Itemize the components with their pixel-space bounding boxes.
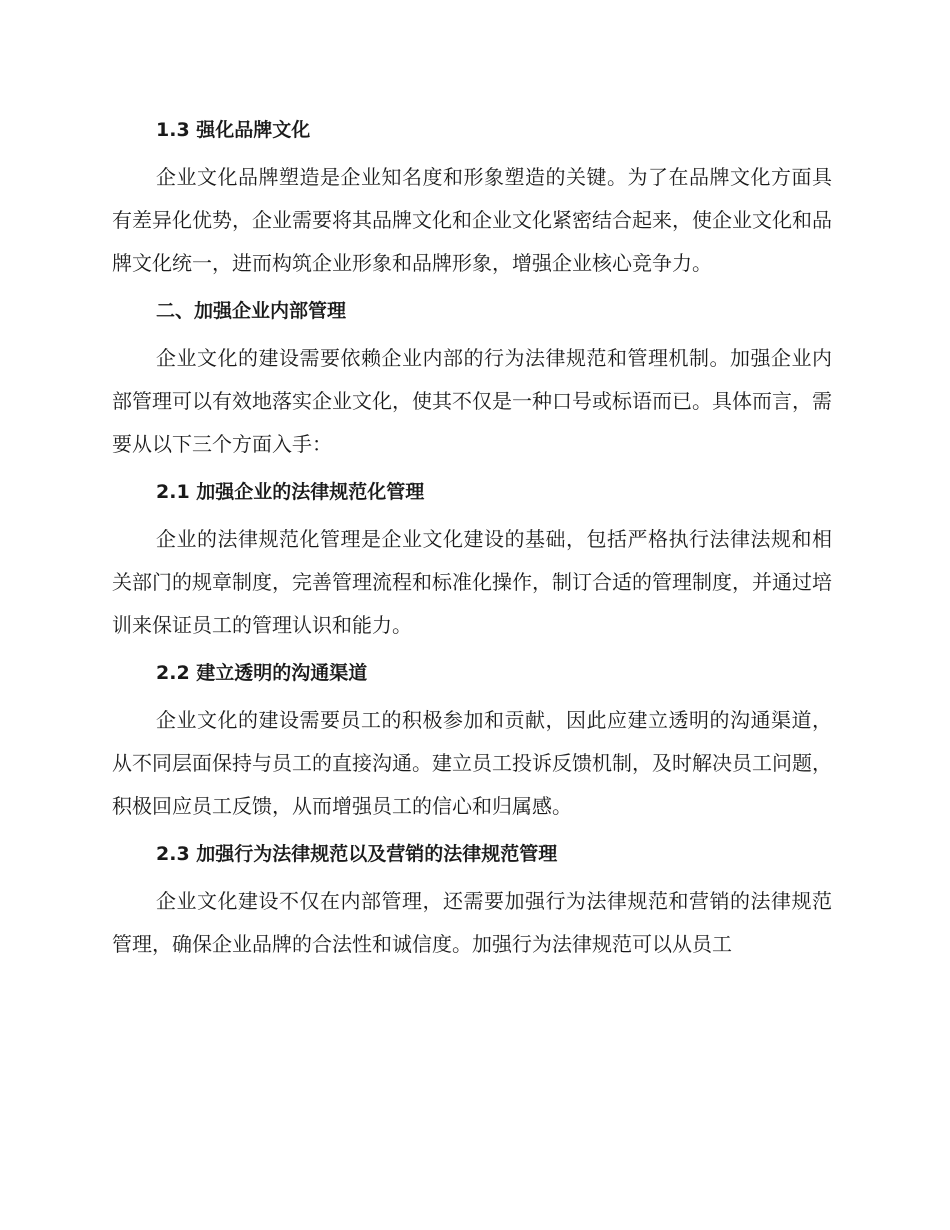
section-heading-2-2: 2.2 建立透明的沟通渠道 bbox=[156, 662, 368, 684]
section-paragraph-2-1: 企业的法律规范化管理是企业文化建设的基础，包括严格执行法律法规和相关部门的规章制度，完善管理流程和标准化操作，制订合适的管理制度，并通过培训来保证员工的管理认识和能力。 bbox=[112, 527, 832, 637]
section-paragraph-2-2: 企业文化的建设需要员工的积极参加和贡献，因此应建立透明的沟通渠道，从不同层面保持与员工的直接沟通。建立员工投诉反馈机制，及时解决员工问题，积极回应员工反馈，从而增强员工的信心和归属感。 bbox=[112, 708, 832, 818]
section-paragraph-2-3: 企业文化建设不仅在内部管理，还需要加强行为法律规范和营销的法律规范管理，确保企业品牌的合法性和诚信度。加强行为法律规范可以从员工 bbox=[112, 889, 832, 956]
section-heading-2: 二、加强企业内部管理 bbox=[156, 300, 347, 322]
section-paragraph-1-3: 企业文化品牌塑造是企业知名度和形象塑造的关键。为了在品牌文化方面具有差异化优势，企业需要将其品牌文化和企业文化紧密结合起来，使企业文化和品牌文化统一，进而构筑企业形象和品牌形象，增强企业核心竞争力。 bbox=[112, 165, 832, 275]
section-paragraph-2: 企业文化的建设需要依赖企业内部的行为法律规范和管理机制。加强企业内部管理可以有效地落实企业文化，使其不仅是一种口号或标语而已。具体而言，需要从以下三个方面入手： bbox=[112, 346, 832, 456]
section-heading-1-3: 1.3 强化品牌文化 bbox=[156, 119, 311, 141]
section-heading-2-1: 2.1 加强企业的法律规范化管理 bbox=[156, 481, 425, 503]
document-body bbox=[112, 110, 832, 972]
section-heading-2-3: 2.3 加强行为法律规范以及营销的法律规范管理 bbox=[156, 843, 558, 865]
